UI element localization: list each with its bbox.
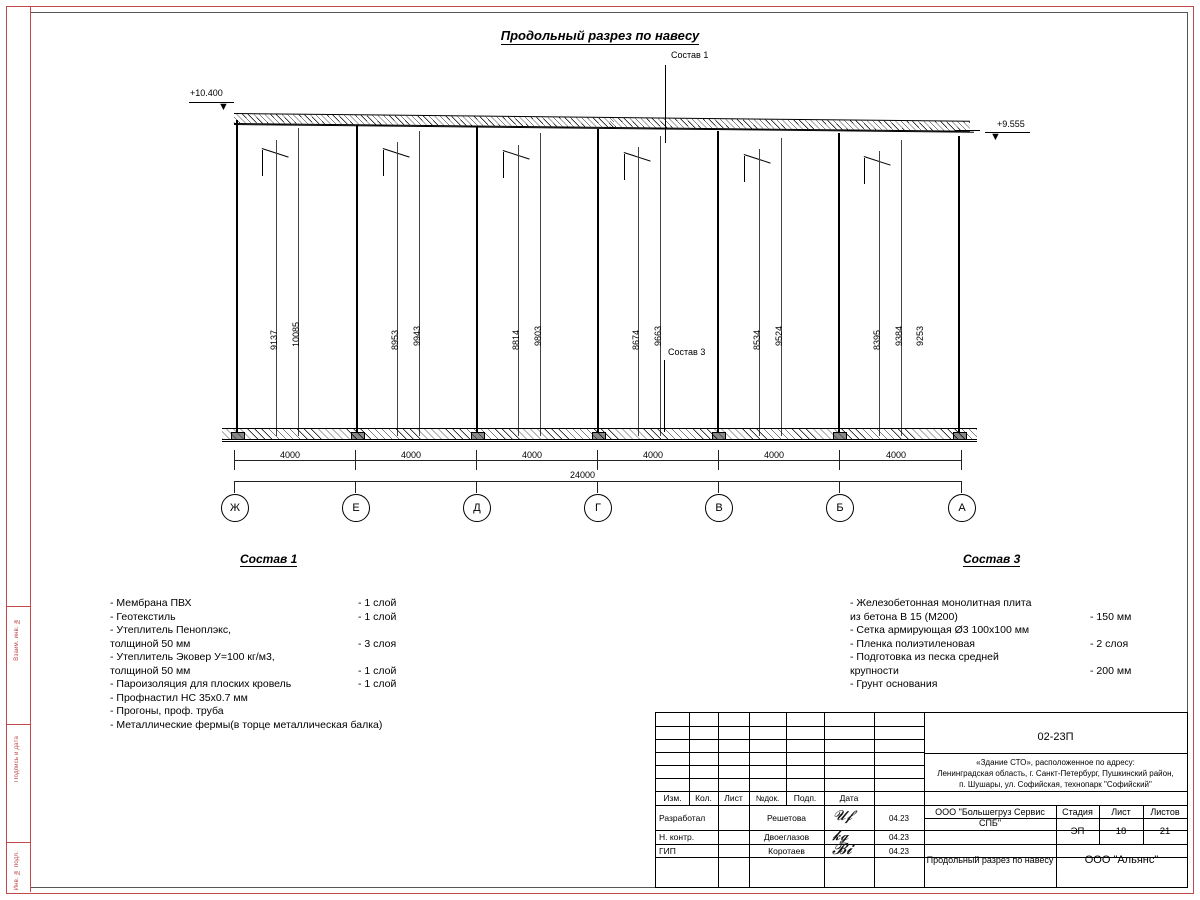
column-a [958, 136, 960, 436]
callout-sostav3-leader [664, 360, 665, 432]
foundation-slab [222, 428, 977, 440]
dim-tick-d [476, 450, 477, 470]
height-7-outer: 9253 [915, 326, 925, 347]
sostav1-spec [110, 597, 530, 732]
spec-row: - Геотекстиль - 1 слой [110, 610, 397, 623]
sheet-header: Лист [1111, 806, 1131, 817]
span-2: 4000 [401, 450, 422, 460]
span-4: 4000 [643, 450, 664, 460]
dim-v-5-outer [781, 138, 782, 436]
ground-line [222, 441, 977, 442]
sostav1-title [240, 552, 297, 566]
spec-row: - Пленка полиэтиленовая - 2 слоя [850, 637, 1129, 650]
span-3: 4000 [522, 450, 543, 460]
page-title-text: Продольный разрез по навесу [500, 28, 700, 43]
company-name: ООО "Большегруз Сервис СПБ" [935, 807, 1045, 828]
dim-v-1-inner [276, 140, 277, 436]
height-1-outer: 10085 [291, 322, 301, 348]
axis-line-d [476, 481, 477, 493]
axis-line-g [597, 481, 598, 493]
stamp-inv: Инв. № подл. [14, 851, 20, 891]
role-nkontr: Н. контр. [659, 832, 695, 842]
column-e [356, 125, 358, 436]
date-nkontr: 04.23 [888, 833, 910, 842]
title-block [655, 712, 1188, 888]
date-gip: 04.23 [888, 846, 910, 856]
dim-v-2-inner [397, 142, 398, 436]
spec-row: толщиной 50 мм - 3 слоя [110, 637, 397, 650]
height-2-inner: 8953 [390, 330, 400, 351]
sostav3-spec [850, 597, 1180, 692]
sostav3-title [963, 552, 1020, 566]
stamp-vzaim: Взаим. инв. № [14, 618, 20, 661]
col-header-izm: Изм. [663, 793, 682, 803]
dim-span-line [234, 460, 962, 461]
sostav3-title-text: Состав 3 [963, 552, 1021, 566]
dim-v-3-inner [518, 145, 519, 436]
axis-line-a [961, 481, 962, 493]
spec-row: - Подготовка из песка средней [850, 651, 999, 663]
dim-v-4-inner [638, 147, 639, 436]
name-nkontr: Двоеглазов [763, 832, 810, 842]
stamp-podpis: Подпись и дата [14, 736, 20, 782]
col-header-ndok: №док. [755, 794, 780, 803]
height-1-inner: 9137 [269, 330, 279, 351]
stage-value: ЭП [1070, 825, 1085, 837]
spec-row: крупности - 200 мм [850, 664, 1132, 677]
roof-edge-right [955, 130, 980, 131]
name-gip: Коротаев [768, 845, 805, 856]
role-razrabotal: Разработал [659, 812, 706, 823]
designer-company: ООО "Альянс" [1084, 853, 1159, 866]
dim-v-4-outer [660, 136, 661, 436]
height-5-outer: 9524 [774, 326, 784, 347]
col-header-podp: Подп. [793, 793, 817, 803]
height-3-outer: 9803 [533, 326, 543, 347]
axis-bubble-v: В [705, 494, 733, 522]
height-6-inner: 8395 [872, 330, 882, 351]
spec-row: из бетона В 15 (М200) - 150 мм [850, 610, 1132, 623]
axis-line-b [839, 481, 840, 493]
axis-bubble-zh: Ж [221, 494, 249, 522]
height-3-inner: 8814 [511, 330, 521, 351]
callout-sostav1-label: Состав 1 [671, 50, 709, 60]
signature-razrabotal-icon: 𝓤𝓯 [833, 809, 853, 824]
col-header-list: Лист [724, 793, 743, 803]
height-4-inner: 8674 [631, 330, 641, 351]
callout-sostav1-leader [665, 65, 666, 143]
height-6-outer: 9384 [894, 326, 904, 347]
axis-bubble-e: Е [342, 494, 370, 522]
signature-gip-icon: 𝓑𝓲 [832, 841, 852, 858]
span-1: 4000 [280, 450, 301, 460]
axis-line-e [355, 481, 356, 493]
dim-v-6-inner [879, 151, 880, 436]
brace-e-v [383, 150, 384, 176]
span-6: 4000 [886, 450, 907, 460]
brace-b-d [864, 156, 891, 166]
sheets-header: Листов [1150, 806, 1180, 817]
elevation-left-arrow: ▼ [218, 101, 229, 113]
object-line-1: «Здание СТО», расположенное по адресу: [976, 758, 1135, 767]
dim-tick-a [961, 450, 962, 470]
spec-row: - Профнастил НС 35х0.7 мм [110, 691, 248, 704]
name-razrabotal: Решетова [767, 812, 806, 823]
spec-row: - Сетка армирующая Ø3 100х100 мм [850, 624, 1030, 636]
brace-v-d [744, 154, 771, 164]
elevation-right: +9.555 [997, 119, 1025, 129]
brace-d-d [503, 150, 530, 160]
span-total: 24000 [570, 470, 596, 480]
column-d [476, 127, 478, 436]
axis-bubble-d: Д [463, 494, 491, 522]
dim-v-3-outer [540, 133, 541, 436]
axis-bubble-g: Г [584, 494, 612, 522]
height-5-inner: 8534 [752, 330, 762, 351]
drawing-name: Продольный разрез по навесу [926, 854, 1054, 865]
axis-line-zh [234, 481, 235, 493]
column-v [717, 131, 719, 436]
callout-sostav3-label: Состав 3 [668, 347, 706, 357]
dim-v-6-outer [901, 140, 902, 436]
date-razrabotal: 04.23 [888, 813, 910, 823]
brace-g-v [624, 154, 625, 180]
dim-total-line [234, 481, 962, 482]
signature-nkontr-icon: 𝓴𝓰 [832, 829, 849, 844]
axis-bubble-b: Б [826, 494, 854, 522]
spec-row: - Прогоны, проф. труба [110, 705, 224, 717]
object-line-2: Ленинградская область, г. Санкт-Петербург, Пушкинский район, [937, 769, 1174, 778]
column-b [838, 133, 840, 436]
dim-v-1-outer [298, 128, 299, 436]
brace-b-v [864, 158, 865, 184]
spec-row: - Утеплитель Эковер У=100 кг/м3, [110, 651, 275, 663]
span-5: 4000 [764, 450, 785, 460]
sheets-value: 21 [1159, 825, 1171, 837]
height-2-outer: 9943 [412, 326, 422, 347]
dim-tick-v [718, 450, 719, 470]
stage-header: Стадия [1062, 806, 1093, 817]
spec-row: - Мембрана ПВХ - 1 слой [110, 597, 397, 609]
column-zh [236, 120, 238, 436]
axis-bubble-a: А [948, 494, 976, 522]
axis-line-v [718, 481, 719, 493]
dim-v-2-outer [419, 131, 420, 436]
dim-tick-b [839, 450, 840, 470]
spec-row: - Железобетонная монолитная плита [850, 597, 1032, 609]
elevation-right-arrow: ▼ [990, 131, 1001, 143]
sheet-value: 18 [1115, 825, 1127, 837]
brace-zh-v [262, 150, 263, 176]
role-gip: ГИП [659, 845, 676, 856]
object-line-3: п. Шушары, ул. Софийская, технопарк "Софийский" [959, 780, 1152, 789]
dim-tick-e [355, 450, 356, 470]
brace-v-v [744, 156, 745, 182]
dim-tick-g [597, 450, 598, 470]
brace-d-v [503, 152, 504, 178]
spec-row: - Грунт основания [850, 678, 938, 690]
spec-row: - Металлические фермы(в торце металлическая балка) [110, 718, 383, 731]
height-4-outer: 9663 [653, 326, 663, 347]
col-header-kol: Кол. [695, 793, 712, 803]
doc-code: 02-23П [1037, 730, 1074, 743]
spec-row: - Утеплитель Пеноплэкс, [110, 624, 232, 636]
elevation-left: +10.400 [190, 88, 223, 98]
col-header-data: Дата [839, 793, 859, 803]
spec-row: толщиной 50 мм - 1 слой [110, 664, 397, 677]
dim-v-5-inner [759, 149, 760, 436]
column-g [597, 129, 599, 436]
sostav1-title-text: Состав 1 [240, 552, 298, 566]
dim-tick-zh [234, 450, 235, 470]
spec-row: - Пароизоляция для плоских кровель - 1 слой [110, 678, 397, 690]
